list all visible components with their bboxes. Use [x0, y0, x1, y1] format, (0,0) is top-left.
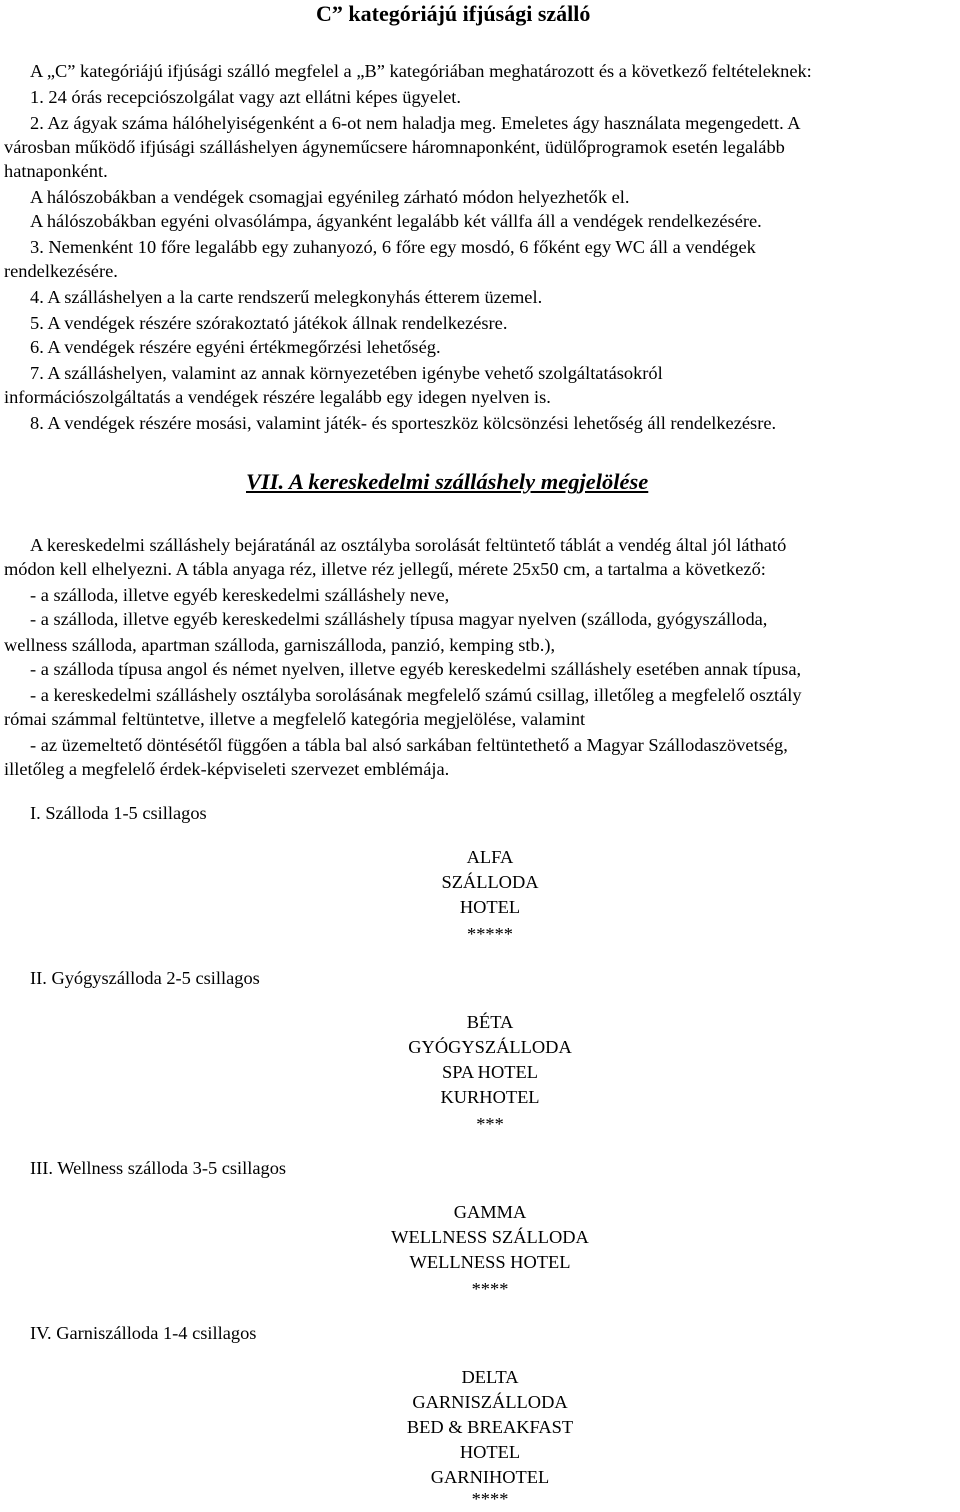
- body-line: wellness szálloda, apartman szálloda, garniszálloda, panzió, kemping stb.),: [4, 635, 556, 655]
- sign-line: HOTEL: [459, 897, 521, 917]
- sign-stars: ****: [471, 1489, 509, 1509]
- sign-line: GYÓGYSZÁLLODA: [408, 1037, 572, 1057]
- body-line: illetőleg a megfelelő érdek-képviseleti szervezet emblémája.: [4, 759, 450, 779]
- sign-line: HOTEL: [459, 1442, 521, 1462]
- sign-line: ALFA: [466, 847, 514, 867]
- item-7-line-2: információszolgáltatás a vendégek részére legalább egy idegen nyelven is.: [4, 387, 551, 407]
- sign-stars: ***: [476, 1114, 504, 1134]
- section-heading: VII. A kereskedelmi szálláshely megjelölése: [246, 469, 649, 494]
- sign-stars: *****: [467, 924, 513, 944]
- category-label: I. Szálloda 1-5 csillagos: [30, 803, 207, 823]
- body-bullet: - a szálloda, illetve egyéb kereskedelmi szálláshely típusa magyar nyelven (szálloda, gyógyszálloda,: [30, 609, 768, 629]
- item-1: 1. 24 órás recepciószolgálat vagy azt ellátni képes ügyelet.: [30, 87, 461, 107]
- body-bullet: - az üzemeltető döntésétől függően a tábla bal alsó sarkában feltüntethető a Magyar Szállodaszövetség,: [30, 735, 788, 755]
- sign-line: WELLNESS HOTEL: [409, 1252, 571, 1272]
- body-line: módon kell elhelyezni. A tábla anyaga réz, illetve réz jellegű, mérete 25x50 cm, a tartalma a következő:: [4, 559, 766, 579]
- body-bullet: - a szálloda típusa angol és német nyelven, illetve egyéb kereskedelmi szálláshely esetében annak típusa,: [30, 659, 802, 679]
- body-bullet: - a szálloda, illetve egyéb kereskedelmi szálláshely neve,: [30, 585, 450, 605]
- item-2-line-2: városban működő ifjúsági szálláshelyen ágyneműcsere háromnaponként, üdülőprogramok esetén legalább: [4, 137, 785, 157]
- sign-line: SPA HOTEL: [442, 1062, 538, 1082]
- item-4: 4. A szálláshelyen a la carte rendszerű melegkonyhás étterem üzemel.: [30, 287, 543, 307]
- item-2-line-1: 2. Az ágyak száma hálóhelyiségenként a 6-ot nem haladja meg. Emeletes ágy használata megengedett. A: [30, 113, 801, 133]
- item-5: 5. A vendégek részére szórakoztató játékok állnak rendelkezésre.: [30, 313, 508, 333]
- sign-line: DELTA: [461, 1367, 519, 1387]
- body-bullet: - a kereskedelmi szálláshely osztályba sorolásának megfelelő számú csillag, illetőleg a megfelelő osztály: [30, 685, 802, 705]
- sign-line: SZÁLLODA: [441, 872, 539, 892]
- body-line: római számmal feltüntetve, illetve a megfelelő kategória megjelölése, valamint: [4, 709, 586, 729]
- sign-line: BÉTA: [466, 1012, 514, 1032]
- page-title: C” kategóriájú ifjúsági szálló: [316, 1, 591, 26]
- sign-line: BED & BREAKFAST: [406, 1417, 574, 1437]
- item-3-line-1: 3. Nemenként 10 főre legalább egy zuhanyozó, 6 főre egy mosdó, 6 főként egy WC áll a vendégek: [30, 237, 756, 257]
- item-2-line-3: hatnaponként.: [4, 161, 108, 181]
- body-line: A kereskedelmi szálláshely bejáratánál az osztályba sorolását feltüntető táblát a vendég által jól látható: [30, 535, 787, 555]
- category-label: IV. Garniszálloda 1-4 csillagos: [30, 1323, 257, 1343]
- reading-lamp-line: A hálószobákban egyéni olvasólámpa, ágyanként legalább két vállfa áll a vendégek rendelkezésére.: [30, 211, 762, 231]
- category-label: III. Wellness szálloda 3-5 csillagos: [30, 1158, 287, 1178]
- sign-stars: ****: [471, 1279, 509, 1299]
- sign-line: WELLNESS SZÁLLODA: [391, 1227, 589, 1247]
- sign-line: GARNISZÁLLODA: [412, 1392, 568, 1412]
- sign-line: GARNIHOTEL: [430, 1467, 550, 1487]
- item-6: 6. A vendégek részére egyéni értékmegőrzési lehetőség.: [30, 337, 441, 357]
- item-3-line-2: rendelkezésére.: [4, 261, 118, 281]
- item-7-line-1: 7. A szálláshelyen, valamint az annak környezetében igénybe vehető szolgáltatásokról: [30, 363, 663, 383]
- sign-line: GAMMA: [453, 1202, 527, 1222]
- sign-line: KURHOTEL: [440, 1087, 540, 1107]
- luggage-line: A hálószobákban a vendégek csomagjai egyénileg zárható módon helyezhetők el.: [30, 187, 630, 207]
- category-label: II. Gyógyszálloda 2-5 csillagos: [30, 968, 260, 988]
- item-8: 8. A vendégek részére mosási, valamint játék- és sporteszköz kölcsönzési lehetőség áll rendelkezésre.: [30, 413, 777, 433]
- intro-line: A „C” kategóriájú ifjúsági szálló megfelel a „B” kategóriában meghatározott és a következő feltételeknek:: [30, 61, 812, 81]
